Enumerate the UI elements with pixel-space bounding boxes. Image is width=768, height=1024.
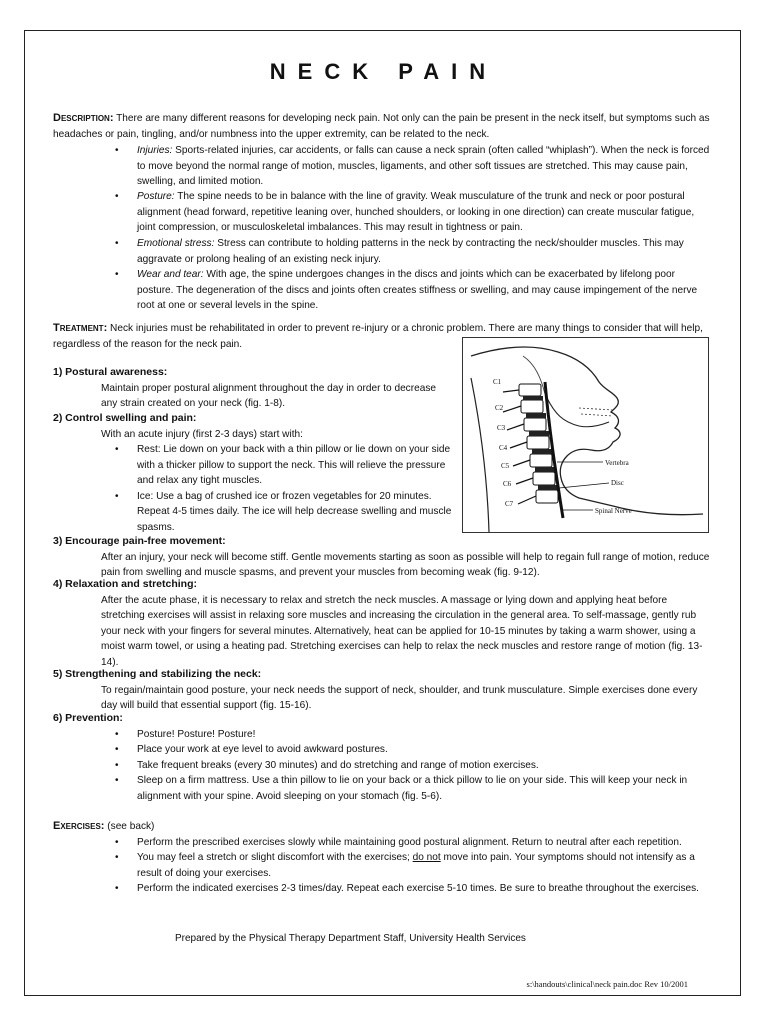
section-text: To regain/maintain good posture, your neck needs the support of neck, shoulder, and trunk musculature. Simple exercises done every day will build that essential support (fig. 15-16). [101,684,698,711]
section-number: 6) [53,712,63,724]
disc [523,396,543,400]
section-prevention [53,711,713,804]
vertebra-label: C5 [501,462,510,470]
bullet-icon: • [115,744,119,755]
bullet-term: Wear and tear: [137,269,204,280]
disc [526,413,546,418]
bullet-icon: • [115,490,119,502]
list-item [115,742,713,758]
section-title: Control swelling and pain: [65,412,197,424]
bullet-icon: • [115,836,119,848]
list-item [115,442,453,489]
vertebra-c1 [519,384,541,396]
bullet-text: The spine needs to be in balance with the line of gravity. Weak musculature of the trunk and neck or poor postural alignment (head forward, repetitive leaning over, hunched shoulders, or looking in one direction) can create muscular fatigue, joint compression, or musculoskeletal imbalances. This may result in tightness or pain. [137,191,695,233]
vertebra-label: C3 [497,424,506,432]
page-title: NECK PAIN [269,59,498,84]
section-title: Prevention: [65,712,123,724]
list-item [115,773,713,804]
bullet-text-continued: move into pain. Your symptoms should not intensify as a result of doing your exercises. [137,852,695,879]
section-pain-free-movement [53,534,713,581]
bullet-text: Sleep on a firm mattress. Use a thin pillow to lie on your back or a thick pillow to lie on your side. This will keep your neck in alignment with your spine. Avoid sleeping on your stomach (fig. 5-6). [137,775,688,802]
list-item [115,881,713,897]
disc [532,449,552,454]
teeth [579,408,613,416]
list-item [115,143,713,189]
bullet-text: With age, the spine undergoes changes in the discs and joints which can be exacerbated by lifelong poor posture. The degeneration of the discs and joints often creates stiffness or swelling, and may cause impingement of the nerve root at one or several levels in the spine. [137,269,698,311]
section-number: 5) [53,668,63,680]
description-intro [53,111,713,142]
vertebra-c7 [536,490,558,503]
section-number: 4) [53,578,63,590]
section-title: Encourage pain-free movement: [65,535,226,547]
exercises-heading: Exercises: [53,820,105,832]
section-text: After an injury, your neck will become stiff. Gentle movements starting as soon as possible will help to regain full range of motion, reduce pain from swelling and muscle spasms, and prevent your muscles from becoming weak (fig. 9-12). [101,551,710,578]
bullet-text: Perform the indicated exercises 2-3 times/day. Repeat each exercise 5-10 times. Be sure to breathe throughout the exercises. [137,883,699,894]
bullet-icon: • [115,444,119,455]
bullet-icon: • [115,883,119,894]
vertebra-label: C6 [503,480,512,488]
exercises-section [53,819,713,897]
section-postural-awareness [53,365,453,412]
section-number: 2) [53,412,63,424]
bullet-text: You may feel a stretch or slight discomfort with the exercises; [137,852,413,863]
bullet-text: Rest: Lie down on your back with a thin pillow or lie down on your side with a thicker pillow to support the neck. This will relieve the pressure and relax any tight muscles. [137,444,451,486]
section-control-swelling [53,411,453,535]
prepared-by-footer: Prepared by the Physical Therapy Department Staff, University Health Services [175,933,526,944]
spinal-nerve-callout-label: Spinal Nerve [595,507,632,515]
list-item [115,850,713,881]
section-text: After the acute phase, it is necessary to relax and stretch the neck muscles. A massage or lying down and applying heat before stretching exercises will assist in relaxing sore muscles and increasing the circulation in the general area. To self-massage, gently rub your neck with your fingers for several minutes. Alternatively, heat can be applied for 10-15 minutes by taking a warm shower, using a moist warm towel, or using a heating pad. Stretching exercises can help to relax the neck muscles and restore range of motion (fig. 13-14). [101,594,703,668]
bullet-icon: • [115,269,119,280]
bullet-icon: • [115,775,119,786]
vertebra-c4 [527,436,549,449]
section-number: 3) [53,535,63,547]
page-frame [24,30,741,996]
list-item [115,835,713,851]
bullet-text: Perform the prescribed exercises slowly while maintaining good postural alignment. Return to neutral after each repetition. [137,836,682,848]
bullet-text: Sports-related injuries, car accidents, or falls can cause a neck sprain (often called “whiplash”). When the neck is forced to move beyond the normal range of motion, muscles, ligaments, and other soft tissues are stretched. This may cause pain, swelling, and limited motion. [137,145,710,187]
section-title: Relaxation and stretching: [65,578,198,590]
list-item [115,267,713,313]
bullet-text: Ice: Use a bag of crushed ice or frozen vegetables for 20 minutes. Repeat 4-5 times daily. The ice will help decrease swelling and muscle spasms. [137,490,452,533]
head-profile [471,347,703,515]
bullet-icon: • [115,852,119,863]
jaw-line [547,398,609,427]
section-text: With an acute injury (first 2-3 days) start with: [101,428,303,440]
description-bullet-list [115,143,713,313]
bullet-text: Place your work at eye level to avoid awkward postures. [137,744,388,755]
bullet-icon: • [115,728,119,740]
section-text: Maintain proper postural alignment throughout the day in order to decrease any strain created on your neck (fig. 1-8). [101,382,436,409]
list-item [115,236,713,267]
disc-callout-label: Disc [611,479,624,487]
bullet-term: Emotional stress: [137,238,215,249]
disc [535,467,555,472]
section-relaxation-stretching [53,577,713,670]
vertebra-c3 [524,418,546,431]
vertebra-label: C4 [499,444,508,452]
exercises-note: (see back) [107,821,155,832]
treatment-text: Neck injuries must be rehabilitated in order to prevent re-injury or a chronic problem. There are many things to consider that will help, regardless of the reason for the neck pain. [53,323,703,350]
list-item [115,189,713,236]
bullet-text: Stress can contribute to holding patterns in the neck by contracting the neck/shoulder muscles. This may aggravate or prolong healing of an existing neck injury. [137,238,684,265]
section-title: Strengthening and stabilizing the neck: [65,668,262,680]
bullet-term: Injuries: [137,145,173,156]
bullet-text: Posture! Posture! Posture! [137,728,256,740]
vertebra-label: C2 [495,404,504,412]
cervical-spine-illustration [463,338,708,532]
vertebra-label: C7 [505,500,514,508]
vertebra-c2 [521,400,543,413]
list-item [115,489,453,536]
bullet-text: Take frequent breaks (every 30 minutes) and do stretching and range of motion exercises. [137,759,539,771]
description-heading: Description: [53,112,114,124]
underlined-emphasis: do not [412,852,441,863]
section-number: 1) [53,366,63,378]
vertebra-label: C1 [493,378,502,386]
bullet-icon: • [115,238,119,249]
neck-anatomy-figure [462,337,709,533]
bullet-icon: • [115,145,119,156]
bullet-icon: • [115,759,119,771]
neck-back [471,378,489,532]
section-title: Postural awareness: [65,366,168,378]
list-item [115,727,713,743]
disc [538,485,558,490]
disc [529,431,549,436]
list-item [115,758,713,774]
bullet-term: Posture: [137,191,175,202]
description-text: There are many different reasons for developing neck pain. Not only can the pain be present in the neck itself, but symptoms such as headaches or pain, tingling, and/or numbness into the upper extremity, can be related to the neck. [53,113,710,140]
vertebra-c6 [533,472,555,485]
vertebra-callout-label: Vertebra [605,459,629,467]
file-reference: s:\handouts\clinical\neck pain.doc Rev 10/2001 [526,979,688,989]
vertebra-c5 [530,454,552,467]
treatment-heading: Treatment: [53,322,108,334]
bullet-icon: • [115,191,119,202]
section-strengthening [53,667,713,714]
